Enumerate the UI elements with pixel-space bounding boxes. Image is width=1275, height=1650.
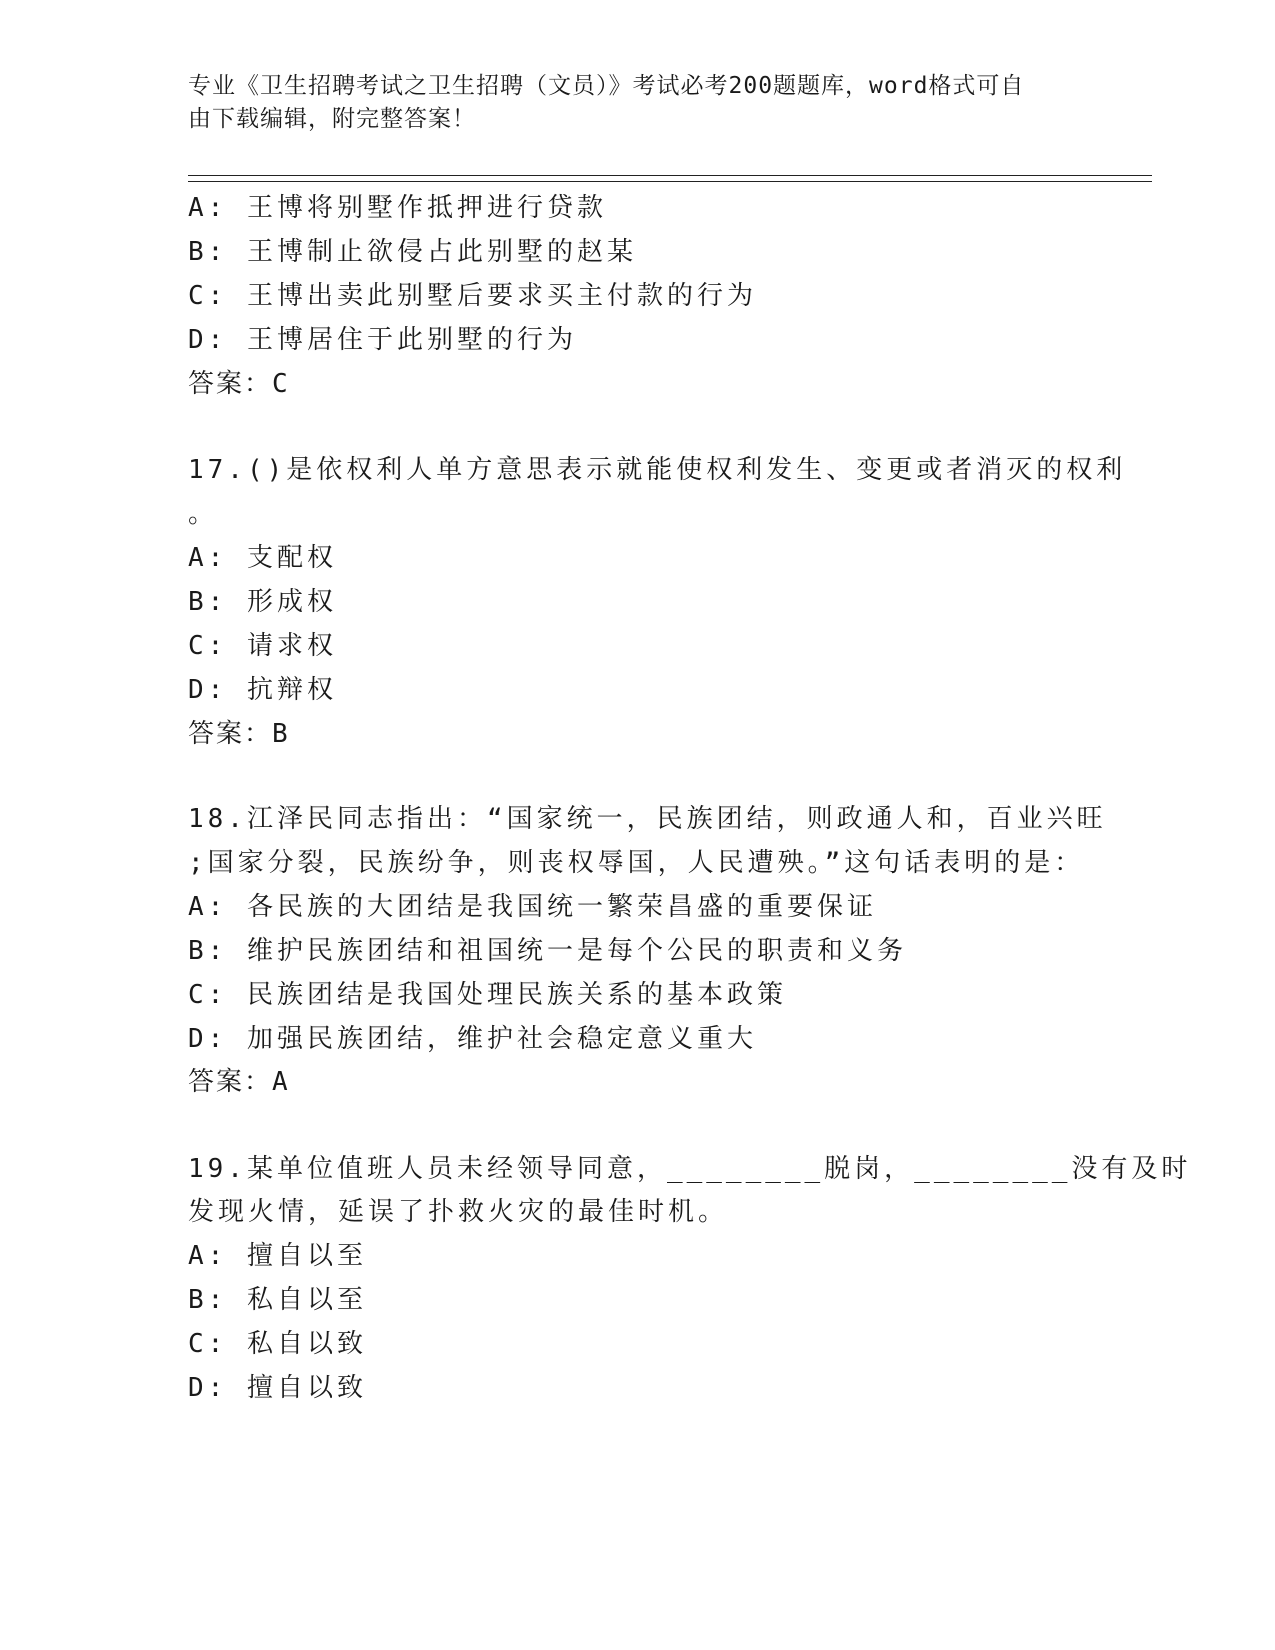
q17-answer: 答案：B [188,719,290,749]
q18-option-d: D: 加强民族团结，维护社会稳定意义重大 [188,1024,757,1054]
header-line-1: 专业《卫生招聘考试之卫生招聘（文员）》考试必考200题题库，word格式可自 [188,73,1025,99]
q19-option-c: C: 私自以致 [188,1329,367,1359]
q19-stem-line-1: 19.某单位值班人员未经领导同意，________脱岗，________没有及时 [188,1154,1192,1184]
header-divider-top [188,175,1152,176]
q19-option-b: B: 私自以至 [188,1285,367,1315]
q16-option-d: D: 王博居住于此别墅的行为 [188,325,577,355]
q18-option-a: A: 各民族的大团结是我国统一繁荣昌盛的重要保证 [188,892,877,922]
q19-stem-line-2: 发现火情，延误了扑救火灾的最佳时机。 [188,1197,729,1227]
q18-option-c: C: 民族团结是我国处理民族关系的基本政策 [188,980,787,1010]
q16-option-a: A: 王博将别墅作抵押进行贷款 [188,193,607,223]
header-line-2: 由下载编辑，附完整答案！ [188,106,476,132]
q16-option-c: C: 王博出卖此别墅后要求买主付款的行为 [188,281,757,311]
q17-option-a: A: 支配权 [188,543,337,573]
q19-option-a: A: 擅自以至 [188,1241,367,1271]
header-divider-bottom [188,181,1152,182]
q17-stem-line-2: 。 [188,499,219,529]
document-header [188,70,1068,136]
q18-answer: 答案：A [188,1067,290,1097]
q17-option-c: C: 请求权 [188,631,337,661]
q16-option-b: B: 王博制止欲侵占此别墅的赵某 [188,237,637,267]
q17-stem-line-1: 17.()是依权利人单方意思表示就能使权利发生、变更或者消灭的权利 [188,455,1127,485]
q18-stem-line-2: ;国家分裂，民族纷争，则丧权辱国，人民遭殃。”这句话表明的是： [188,848,1085,878]
q19-option-d: D: 擅自以致 [188,1373,367,1403]
q17-option-d: D: 抗辩权 [188,675,337,705]
q16-answer: 答案：C [188,369,290,399]
q18-option-b: B: 维护民族团结和祖国统一是每个公民的职责和义务 [188,936,907,966]
q17-option-b: B: 形成权 [188,587,337,617]
q18-stem-line-1: 18.江泽民同志指出：“国家统一，民族团结，则政通人和，百业兴旺 [188,804,1107,834]
